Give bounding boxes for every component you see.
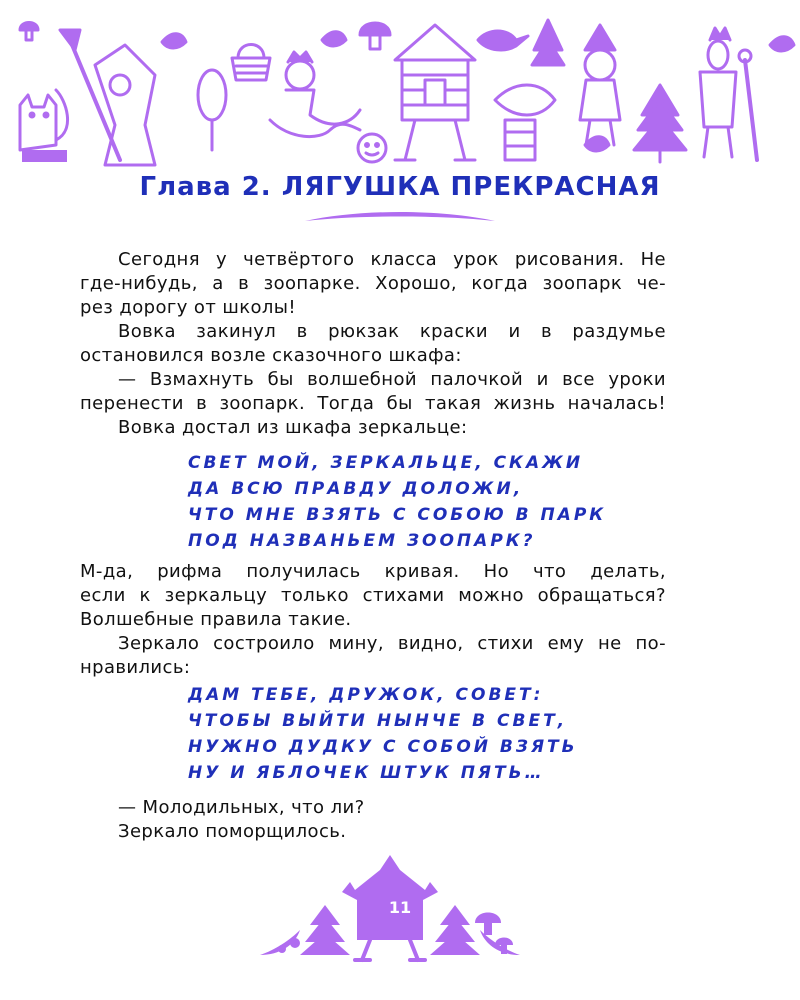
- text-line: — Взмахнуть бы волшебной палочкой и все уроки: [118, 369, 666, 390]
- paragraph: [80, 560, 666, 632]
- paragraph: [80, 368, 666, 416]
- chapter-title: Глава 2. ЛЯГУШКА ПРЕКРАСНАЯ: [139, 172, 661, 202]
- verse-line: ДА ВСЮ ПРАВДУ ДОЛОЖИ,: [188, 479, 524, 499]
- body-text-block-2: [80, 560, 666, 680]
- text-line: Вовка закинул в рюкзак краски и в раздумье: [118, 321, 666, 342]
- basket-icon: [232, 45, 270, 81]
- text-line: рез дорогу от школы!: [80, 297, 297, 318]
- verse-line: ДАМ ТЕБЕ, ДРУЖОК, СОВЕТ:: [188, 685, 544, 705]
- text-line: Вовка достал из шкафа зеркальце:: [118, 417, 468, 438]
- verse-line: НУЖНО ДУДКУ С СОБОЙ ВЗЯТЬ: [188, 737, 578, 757]
- verse-line: ЧТОБЫ ВЫЙТИ НЫНЧЕ В СВЕТ,: [188, 711, 568, 731]
- gnome-icon: [580, 25, 620, 145]
- verse-line: НУ И ЯБЛОЧЕК ШТУК ПЯТЬ…: [188, 763, 545, 783]
- body-text-block-1: [80, 248, 666, 440]
- text-line: Зеркало состроило мину, видно, стихи ему не по-: [118, 633, 666, 654]
- text-line: Сегодня у четвёртого класса урок рисования. Не: [118, 249, 666, 270]
- text-line: остановился возле сказочного шкафа:: [80, 345, 462, 366]
- text-line: Волшебные правила такие.: [80, 609, 352, 630]
- verse-block-1: [188, 450, 606, 554]
- paragraph: [80, 320, 666, 368]
- text-line: нравились:: [80, 657, 191, 678]
- leaf-icon: [162, 32, 794, 151]
- mermaid-icon: [270, 52, 360, 137]
- verse-line: ЧТО МНЕ ВЗЯТЬ С СОБОЮ В ПАРК: [188, 505, 607, 525]
- paragraph: [80, 796, 666, 820]
- paragraph: [80, 820, 666, 844]
- koschei-icon: [700, 28, 757, 160]
- body-text-block-3: [80, 796, 666, 844]
- kolobok-icon: [358, 134, 386, 162]
- text-line: Зеркало поморщилось.: [118, 821, 347, 842]
- verse-block-2: [188, 682, 578, 786]
- paragraph: [80, 248, 666, 320]
- text-line: где-нибудь, а в зоопарке. Хорошо, когда зоопарк че-: [80, 273, 666, 294]
- fairy-tale-banner: [0, 0, 800, 170]
- text-line: — Молодильных, что ли?: [118, 797, 365, 818]
- title-flourish: [300, 205, 500, 231]
- paragraph: [80, 416, 666, 440]
- text-line: М-да, рифма получилась кривая. Но что делать,: [80, 561, 666, 582]
- hut-on-chicken-legs-icon: [395, 25, 475, 160]
- text-line: если к зеркальцу только стихами можно обращаться?: [80, 585, 666, 606]
- baba-yaga-icon: [60, 30, 155, 165]
- text-line: перенести в зоопарк. Тогда бы такая жизнь началась!: [80, 393, 666, 414]
- paragraph: [80, 632, 666, 680]
- verse-line: ПОД НАЗВАНЬЕМ ЗООПАРК?: [188, 531, 536, 551]
- page-number: 11: [388, 898, 412, 917]
- verse-line: СВЕТ МОЙ, ЗЕРКАЛЬЦЕ, СКАЖИ: [188, 453, 584, 473]
- crow-icon: [478, 31, 528, 50]
- cat-icon: [20, 90, 68, 162]
- pike-icon: [495, 85, 555, 160]
- tree-icon: [198, 70, 226, 150]
